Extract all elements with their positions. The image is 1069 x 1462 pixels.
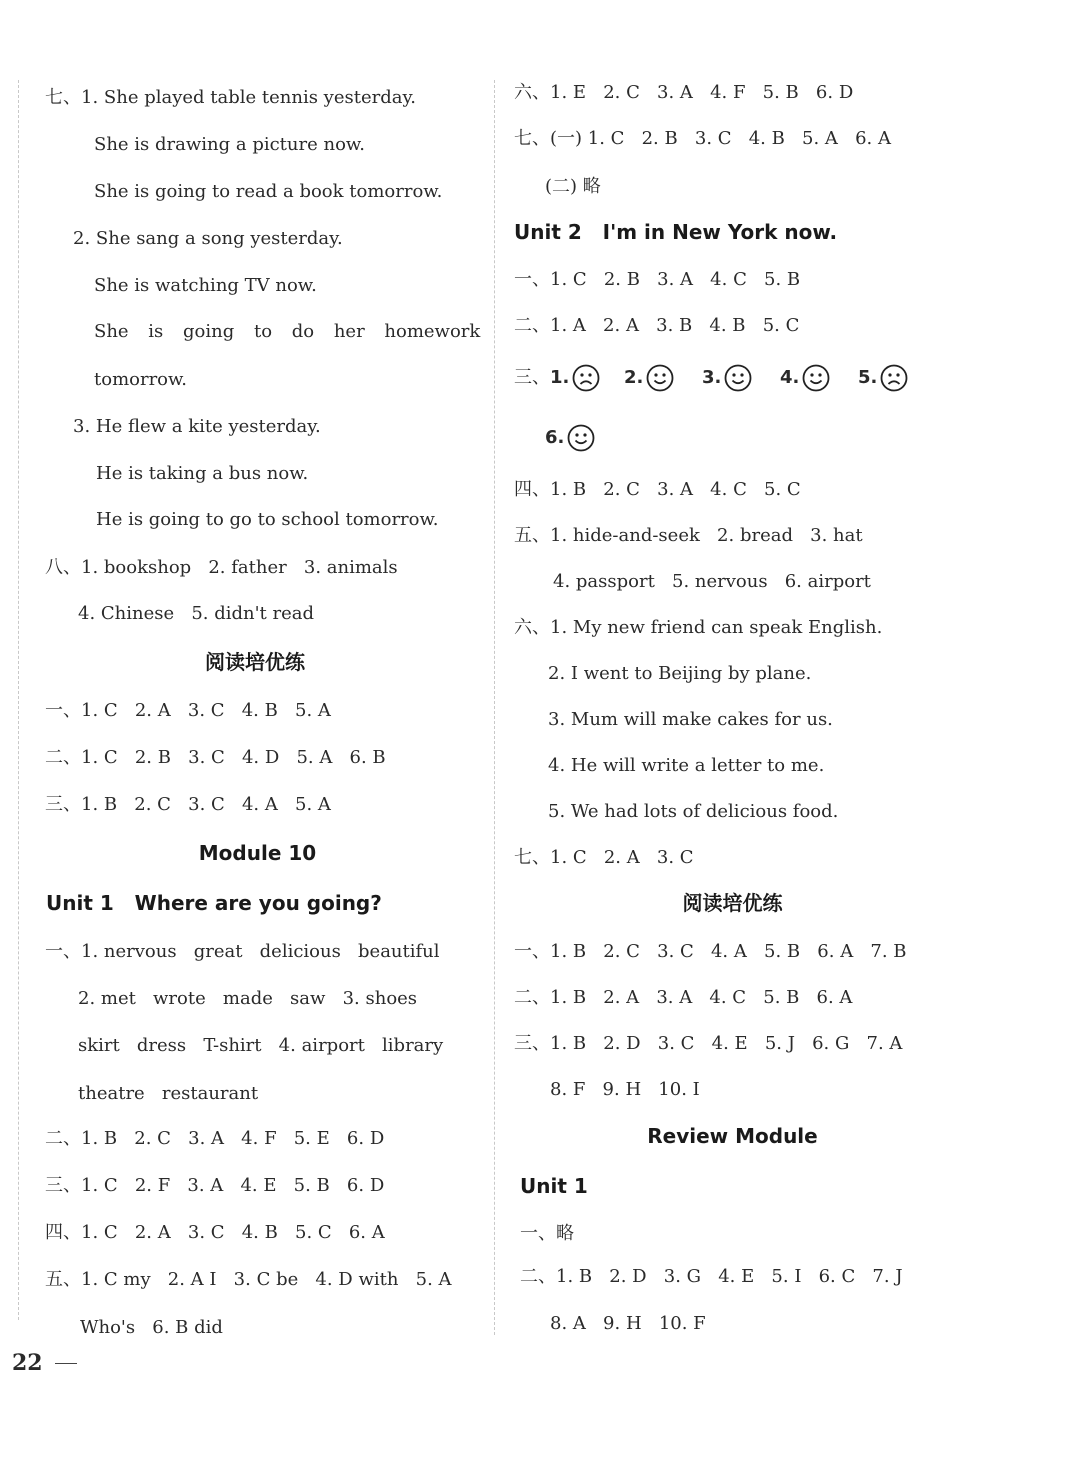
column-divider — [494, 80, 495, 1335]
face-answer — [624, 364, 674, 392]
answer-line: 5. We had lots of delicious food. — [548, 801, 839, 822]
answer-line: 二、1. B 2. D 3. G 4. E 5. I 6. C 7. J — [520, 1266, 903, 1287]
answer-line: 六、1. E 2. C 3. A 4. F 5. B 6. D — [514, 82, 854, 103]
face-item-number: 2. — [624, 367, 644, 388]
face-item-number: 1. — [550, 367, 570, 388]
answer-line: 八、1. bookshop 2. father 3. animals — [45, 557, 398, 578]
face-item-number: 4. — [780, 367, 800, 388]
smile-face-icon — [724, 364, 752, 392]
answer-line: Who's 6. B did — [80, 1317, 223, 1338]
answer-line: She is going to do her homework — [94, 321, 481, 342]
face-answer-row — [514, 364, 600, 392]
answer-line: 三、1. B 2. C 3. C 4. A 5. A — [45, 794, 331, 815]
answer-line: 3. Mum will make cakes for us. — [548, 709, 833, 730]
answer-line: theatre restaurant — [78, 1083, 259, 1104]
answer-line: 五、1. C my 2. A I 3. C be 4. D with 5. A — [45, 1269, 452, 1290]
smile-face-icon — [646, 364, 674, 392]
answer-line: He is taking a bus now. — [96, 463, 309, 484]
unit-title: Unit 2 I'm in New York now. — [514, 220, 838, 244]
answer-line: 三、1. B 2. D 3. C 4. E 5. J 6. G 7. A — [514, 1033, 903, 1054]
face-item-number: 3. — [702, 367, 722, 388]
smile-face-icon — [802, 364, 830, 392]
answer-line: 二、1. B 2. A 3. A 4. C 5. B 6. A — [514, 987, 853, 1008]
page-number: 22 — [12, 1350, 43, 1376]
answer-line: 三、1. C 2. F 3. A 4. E 5. B 6. D — [45, 1175, 385, 1196]
answer-line: skirt dress T-shirt 4. airport library — [78, 1035, 444, 1056]
answer-line: 一、1. B 2. C 3. C 4. A 5. B 6. A 7. B — [514, 941, 907, 962]
face-item-number: 5. — [858, 367, 878, 388]
answer-line: 七、(一) 1. C 2. B 3. C 4. B 5. A 6. A — [514, 128, 891, 149]
answer-line: tomorrow. — [94, 369, 188, 390]
answer-line: 二、1. C 2. B 3. C 4. D 5. A 6. B — [45, 747, 386, 768]
answer-line: 2. I went to Beijing by plane. — [548, 663, 812, 684]
section-title-reading: 阅读培优练 — [682, 891, 783, 915]
answer-line: 一、1. C 2. A 3. C 4. B 5. A — [45, 700, 331, 721]
face-row-prefix: 三、 — [514, 367, 550, 388]
page-number-rule — [55, 1363, 77, 1364]
answer-line: 二、1. B 2. C 3. A 4. F 5. E 6. D — [45, 1128, 385, 1149]
section-title-reading: 阅读培优练 — [205, 650, 305, 674]
answer-line: 七、1. She played table tennis yesterday. — [45, 87, 416, 108]
answer-line: 四、1. B 2. C 3. A 4. C 5. C — [514, 479, 801, 500]
answer-line: 8. A 9. H 10. F — [550, 1313, 706, 1334]
sad-face-icon — [880, 364, 908, 392]
answer-line: 4. passport 5. nervous 6. airport — [553, 571, 871, 592]
answer-line: 4. Chinese 5. didn't read — [78, 603, 315, 624]
answer-line: She is watching TV now. — [94, 275, 317, 296]
answer-line: 四、1. C 2. A 3. C 4. B 5. C 6. A — [45, 1222, 385, 1243]
answer-line: 一、1. nervous great delicious beautiful — [45, 941, 440, 962]
answer-line: He is going to go to school tomorrow. — [96, 509, 439, 530]
answer-line: 六、1. My new friend can speak English. — [514, 617, 883, 638]
answer-line: 二、1. A 2. A 3. B 4. B 5. C — [514, 315, 800, 336]
smile-face-icon — [567, 424, 595, 452]
face-item-number: 6. — [545, 427, 565, 448]
face-answer — [858, 364, 908, 392]
face-answer — [545, 424, 595, 452]
face-answer — [780, 364, 830, 392]
answer-line: 七、1. C 2. A 3. C — [514, 847, 694, 868]
answer-line: 3. He flew a kite yesterday. — [73, 416, 321, 437]
module-title: Review Module — [647, 1124, 818, 1148]
left-margin-rule — [18, 80, 19, 1320]
face-answer — [702, 364, 752, 392]
answer-line: 五、1. hide-and-seek 2. bread 3. hat — [514, 525, 863, 546]
answer-line: (二) 略 — [545, 176, 601, 197]
answer-line: 4. He will write a letter to me. — [548, 755, 825, 776]
unit-title: Unit 1 — [520, 1174, 588, 1198]
sad-face-icon — [572, 364, 600, 392]
answer-line: She is going to read a book tomorrow. — [94, 181, 443, 202]
answer-line: 2. met wrote made saw 3. shoes — [78, 988, 418, 1009]
answer-line: 2. She sang a song yesterday. — [73, 228, 343, 249]
unit-title: Unit 1 Where are you going? — [46, 891, 382, 915]
answer-line: 一、1. C 2. B 3. A 4. C 5. B — [514, 269, 801, 290]
module-title: Module 10 — [198, 841, 317, 865]
answer-line: 一、略 — [520, 1223, 574, 1244]
answer-line: She is drawing a picture now. — [94, 134, 365, 155]
answer-line: 8. F 9. H 10. I — [550, 1079, 700, 1100]
